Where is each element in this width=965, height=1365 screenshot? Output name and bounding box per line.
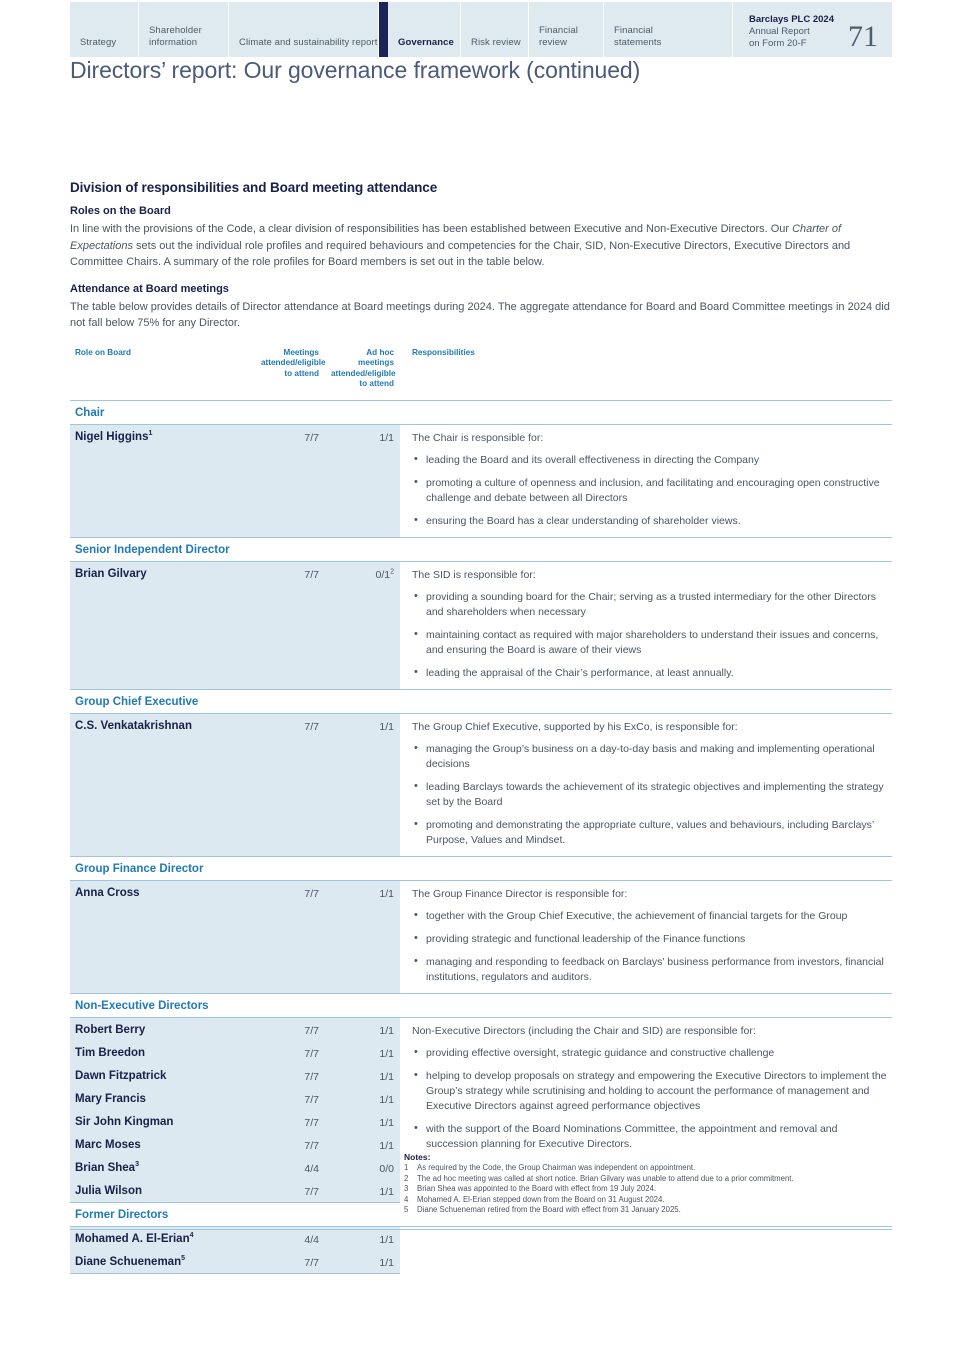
publication-line-2: Annual Report xyxy=(748,26,810,37)
group-title: Non-Executive Directors xyxy=(70,993,892,1017)
nav-tab-label: Financial review xyxy=(539,25,578,48)
adhoc-attended-value: 0/0 xyxy=(325,1156,400,1179)
meetings-attended-value: 4/4 xyxy=(255,1226,325,1250)
nav-tab-label: Shareholder information xyxy=(149,25,202,48)
responsibilities-lead-in: Non-Executive Directors (including the Chair and SID) are responsible for: xyxy=(412,1024,756,1037)
meetings-attended-value: 7/7 xyxy=(255,1087,325,1110)
table-group-header-row xyxy=(70,993,892,1017)
responsibilities-cell xyxy=(400,880,892,993)
adhoc-attended-value: $0/1^2$ xyxy=(325,561,400,689)
responsibilities-lead-in: The Chair is responsible for: xyxy=(412,431,544,444)
table-row xyxy=(70,561,892,689)
group-title: Group Finance Director xyxy=(70,856,892,880)
notes-title-text: Notes xyxy=(404,1152,428,1162)
nav-tab-financial-review[interactable] xyxy=(528,2,603,57)
director-name: C.S. Venkatakrishnan xyxy=(70,713,255,856)
meetings-line-1: Meetings xyxy=(283,347,319,357)
responsibility-item: • managing the Group’s business on a day-to-day basis and making and implementing operational decisions xyxy=(412,742,892,772)
roles-para-part-b: sets out the individual role profiles and required behaviours and competencies for the Chair, SID, Non-Executive Directors, Executive Directors and Committee Chairs. A summary of the role profiles for Board members is set out in the table below. xyxy=(70,239,851,268)
table-bottom-rule xyxy=(70,1229,892,1230)
responsibility-item: • together with the Group Chief Executive, the achievement of financial targets for the Group xyxy=(412,909,892,924)
adhoc-attended-value: 1/1 xyxy=(325,1017,400,1041)
responsibility-item: • leading Barclays towards the achievement of its strategic objectives and implementing the strategy set by the Board xyxy=(412,780,892,810)
footnote-marker: 5 xyxy=(181,1254,185,1262)
note-text: As required by the Code, the Group Chairman was independent on appointment. xyxy=(417,1163,696,1172)
note-text: Mohamed A. El-Erian stepped down from the Board on 31 August 2024. xyxy=(417,1194,665,1204)
responsibilities-cell xyxy=(400,561,892,689)
nav-tab-governance[interactable] xyxy=(378,2,460,57)
note-number: 1 xyxy=(404,1163,409,1172)
adhoc-attended-value: 1/1 xyxy=(325,880,400,993)
adhoc-attended-value: 1/1 xyxy=(325,1041,400,1064)
meetings-attended-value: 7/7 xyxy=(255,1133,325,1156)
adhoc-attended-value: 1/1 xyxy=(325,1064,400,1087)
nav-tab-label: Risk review xyxy=(471,36,521,48)
adhoc-attended-value: 1/1 xyxy=(325,1250,400,1274)
table-body xyxy=(70,400,892,1273)
note-number: 4 xyxy=(404,1194,409,1204)
group-title: Senior Independent Director xyxy=(70,537,892,561)
footnote-marker: 2 xyxy=(390,568,394,575)
responsibilities-cell xyxy=(400,1226,892,1273)
director-name: Robert Berry xyxy=(70,1017,255,1041)
footnote-marker: 1 xyxy=(148,429,153,437)
meetings-attended-value: 7/7 xyxy=(255,1250,325,1274)
table-group-header-row xyxy=(70,856,892,880)
responsibility-item: • leading the appraisal of the Chair’s performance, at least annually. xyxy=(412,666,892,681)
note-text: Diane Schueneman retired from the Board with effect from 31 January 2025. xyxy=(417,1205,681,1215)
responsibilities-lead-in: The SID is responsible for: xyxy=(412,568,536,581)
footnote-marker: 3 xyxy=(135,1160,139,1168)
meetings-attended-value: 7/7 xyxy=(255,561,325,689)
nav-tab-risk-review[interactable] xyxy=(460,2,528,57)
note-item xyxy=(404,1205,894,1216)
table-row xyxy=(70,713,892,856)
director-name: Mary Francis xyxy=(70,1087,255,1110)
responsibilities-list xyxy=(412,453,892,529)
active-section-marker xyxy=(379,2,388,57)
meetings-line-3: to attend xyxy=(284,368,319,378)
adhoc-line-1: Ad hoc meetings xyxy=(358,347,394,367)
meetings-attended-value: 4/4 xyxy=(255,1156,325,1179)
director-name: Julia Wilson xyxy=(70,1179,255,1203)
publication-block xyxy=(732,2,892,57)
meetings-attended-value: 7/7 xyxy=(255,713,325,856)
note-number: 3 xyxy=(404,1184,409,1194)
director-name: Tim Breedon xyxy=(70,1041,255,1064)
responsibility-item: • providing a sounding board for the Chair; serving as a trusted intermediary for the other Directors and shareholders when necessary xyxy=(412,590,892,620)
page-number: 71 xyxy=(848,20,878,53)
note-item xyxy=(404,1163,894,1174)
subheading-attendance-at-board-meetings: Attendance at Board meetings xyxy=(70,282,229,295)
note-number: 2 xyxy=(404,1173,409,1183)
responsibility-item: • managing and responding to feedback on Barclays’ business performance from investors, financial institutions, regulators and auditors. xyxy=(412,955,892,985)
table-row xyxy=(70,1017,892,1041)
director-name: Anna Cross xyxy=(70,880,255,993)
notes-list xyxy=(404,1163,894,1216)
director-name: Sir John Kingman xyxy=(70,1110,255,1133)
publication-line-1: Barclays PLC 2024 xyxy=(748,14,834,25)
adhoc-attended-value: 1/1 xyxy=(325,1110,400,1133)
responsibility-item: • providing effective oversight, strategic guidance and constructive challenge xyxy=(412,1046,892,1061)
page-title: Directors’ report: Our governance framework (continued) xyxy=(70,57,641,83)
director-name: Dawn Fitzpatrick xyxy=(70,1064,255,1087)
note-number: 5 xyxy=(404,1205,409,1215)
director-name: Brian Shea$^3$ xyxy=(70,1156,255,1179)
section-navigation-bar xyxy=(70,2,892,57)
table-group-header-row xyxy=(70,400,892,424)
responsibilities-list xyxy=(412,590,892,681)
responsibilities-lead-in: The Group Finance Director is responsible for: xyxy=(412,887,628,900)
director-name: Nigel Higgins$^1$ xyxy=(70,424,255,537)
charter-of-expectations-italic: Charter of Expectations xyxy=(70,223,842,252)
adhoc-attended-value: 1/1 xyxy=(325,424,400,537)
nav-tab-climate-and-sustainability-report[interactable] xyxy=(228,2,378,57)
director-name: Marc Moses xyxy=(70,1133,255,1156)
publication-line-3: on Form 20-F xyxy=(748,38,807,49)
column-header-adhoc-meetings xyxy=(325,344,400,401)
meetings-attended-value: 7/7 xyxy=(255,424,325,537)
adhoc-line-2: attended/eligible xyxy=(331,368,396,378)
section-heading: Division of responsibilities and Board meeting attendance xyxy=(70,180,438,195)
main-content xyxy=(70,180,892,1274)
paragraph-attendance: The table below provides details of Director attendance at Board meetings during 2024. The aggregate attendance for Board and Board Committee meetings in 2024 did not fall below 75% for any Director. xyxy=(70,300,890,329)
responsibilities-lead-in: The Group Chief Executive, supported by his ExCo, is responsible for: xyxy=(412,720,738,733)
adhoc-line-3: to attend xyxy=(359,379,394,388)
responsibility-item: • providing strategic and functional leadership of the Finance functions xyxy=(412,932,892,947)
meetings-line-2: attended/eligible xyxy=(261,358,326,367)
adhoc-attended-value: 1/1 xyxy=(325,713,400,856)
nav-tab-label: Governance xyxy=(398,36,454,48)
meetings-attended-value: 7/7 xyxy=(255,1110,325,1133)
subheading-roles-on-the-board: Roles on the Board xyxy=(70,205,171,217)
director-name: Diane Schueneman$^5$ xyxy=(70,1250,255,1274)
note-text: The ad hoc meeting was called at short notice. Brian Gilvary was unable to attend due to a prior commitment. xyxy=(417,1173,794,1183)
table-header-row xyxy=(70,344,892,401)
notes-block xyxy=(404,1152,894,1216)
table-group-header-row xyxy=(70,537,892,561)
note-text: Brian Shea was appointed to the Board with effect from 19 July 2024. xyxy=(417,1184,657,1194)
responsibility-item: • promoting and demonstrating the appropriate culture, values and behaviours, including Barclays’ Purpose, Values and Mindset. xyxy=(412,818,892,848)
director-name: Mohamed A. El-Erian$^4$ xyxy=(70,1226,255,1250)
responsibilities-list xyxy=(412,909,892,985)
roles-para-part-a: In line with the provisions of the Code, a clear division of responsibilities has been established between Executive and Non-Executive Directors. Our xyxy=(70,223,793,235)
adhoc-attended-value: 1/1 xyxy=(325,1179,400,1203)
nav-tab-label: Financial statements xyxy=(614,25,662,48)
nav-tab-label: Strategy xyxy=(80,36,117,48)
nav-tab-label: Climate and sustainability report xyxy=(239,36,378,48)
responsibilities-cell xyxy=(400,424,892,537)
table-group-header-row xyxy=(70,689,892,713)
paragraph-roles-on-the-board xyxy=(70,221,892,271)
meetings-attended-value: 7/7 xyxy=(255,1064,325,1087)
note-item xyxy=(404,1184,894,1195)
column-header-role-on-board: Role on Board xyxy=(70,344,255,401)
column-header-responsibilities: Responsibilities xyxy=(400,344,892,401)
group-title: Former Directors xyxy=(70,1202,892,1226)
meetings-attended-value: 7/7 xyxy=(255,1179,325,1203)
board-attendance-table xyxy=(70,344,892,1274)
group-title: Chair xyxy=(70,400,892,424)
publication-title xyxy=(749,14,834,50)
responsibility-item: • leading the Board and its overall effectiveness in directing the Company xyxy=(412,453,892,468)
table-row xyxy=(70,880,892,993)
meetings-attended-value: 7/7 xyxy=(255,1041,325,1064)
meetings-attended-value: 7/7 xyxy=(255,1017,325,1041)
adhoc-attended-value: 1/1 xyxy=(325,1087,400,1110)
director-name: Brian Gilvary xyxy=(70,561,255,689)
notes-title: Notes: xyxy=(404,1152,431,1162)
responsibilities-cell xyxy=(400,713,892,856)
note-item xyxy=(404,1195,894,1206)
responsibilities-list xyxy=(412,1046,892,1152)
nav-tab-financial-statements[interactable] xyxy=(603,2,681,57)
meetings-attended-value: 7/7 xyxy=(255,880,325,993)
nav-tabs xyxy=(70,2,681,57)
responsibility-item: • helping to develop proposals on strategy and empowering the Executive Directors to implement the Group’s strategy while scrutinising and holding to account the performance of management and Executive Directors against agreed performance objectives xyxy=(412,1069,892,1114)
nav-tab-shareholder-information[interactable] xyxy=(138,2,228,57)
nav-tab-strategy[interactable] xyxy=(70,2,138,57)
column-header-meetings xyxy=(255,344,325,401)
responsibilities-list xyxy=(412,742,892,848)
group-title: Group Chief Executive xyxy=(70,689,892,713)
note-item xyxy=(404,1174,894,1185)
responsibility-item: • ensuring the Board has a clear understanding of shareholder views. xyxy=(412,514,892,529)
table-row xyxy=(70,424,892,537)
responsibility-item: • maintaining contact as required with major shareholders to understand their issues and concerns, and ensuring the Board is aware of their views xyxy=(412,628,892,658)
adhoc-attended-value: 1/1 xyxy=(325,1226,400,1250)
responsibility-item: • with the support of the Board Nominations Committee, the appointment and removal and succession planning for Executive Directors. xyxy=(412,1122,892,1152)
adhoc-attended-value: 1/1 xyxy=(325,1133,400,1156)
responsibility-item: • promoting a culture of openness and inclusion, and facilitating and encouraging open constructive challenge and debate between all Directors xyxy=(412,476,892,506)
footnote-marker: 4 xyxy=(189,1231,194,1239)
